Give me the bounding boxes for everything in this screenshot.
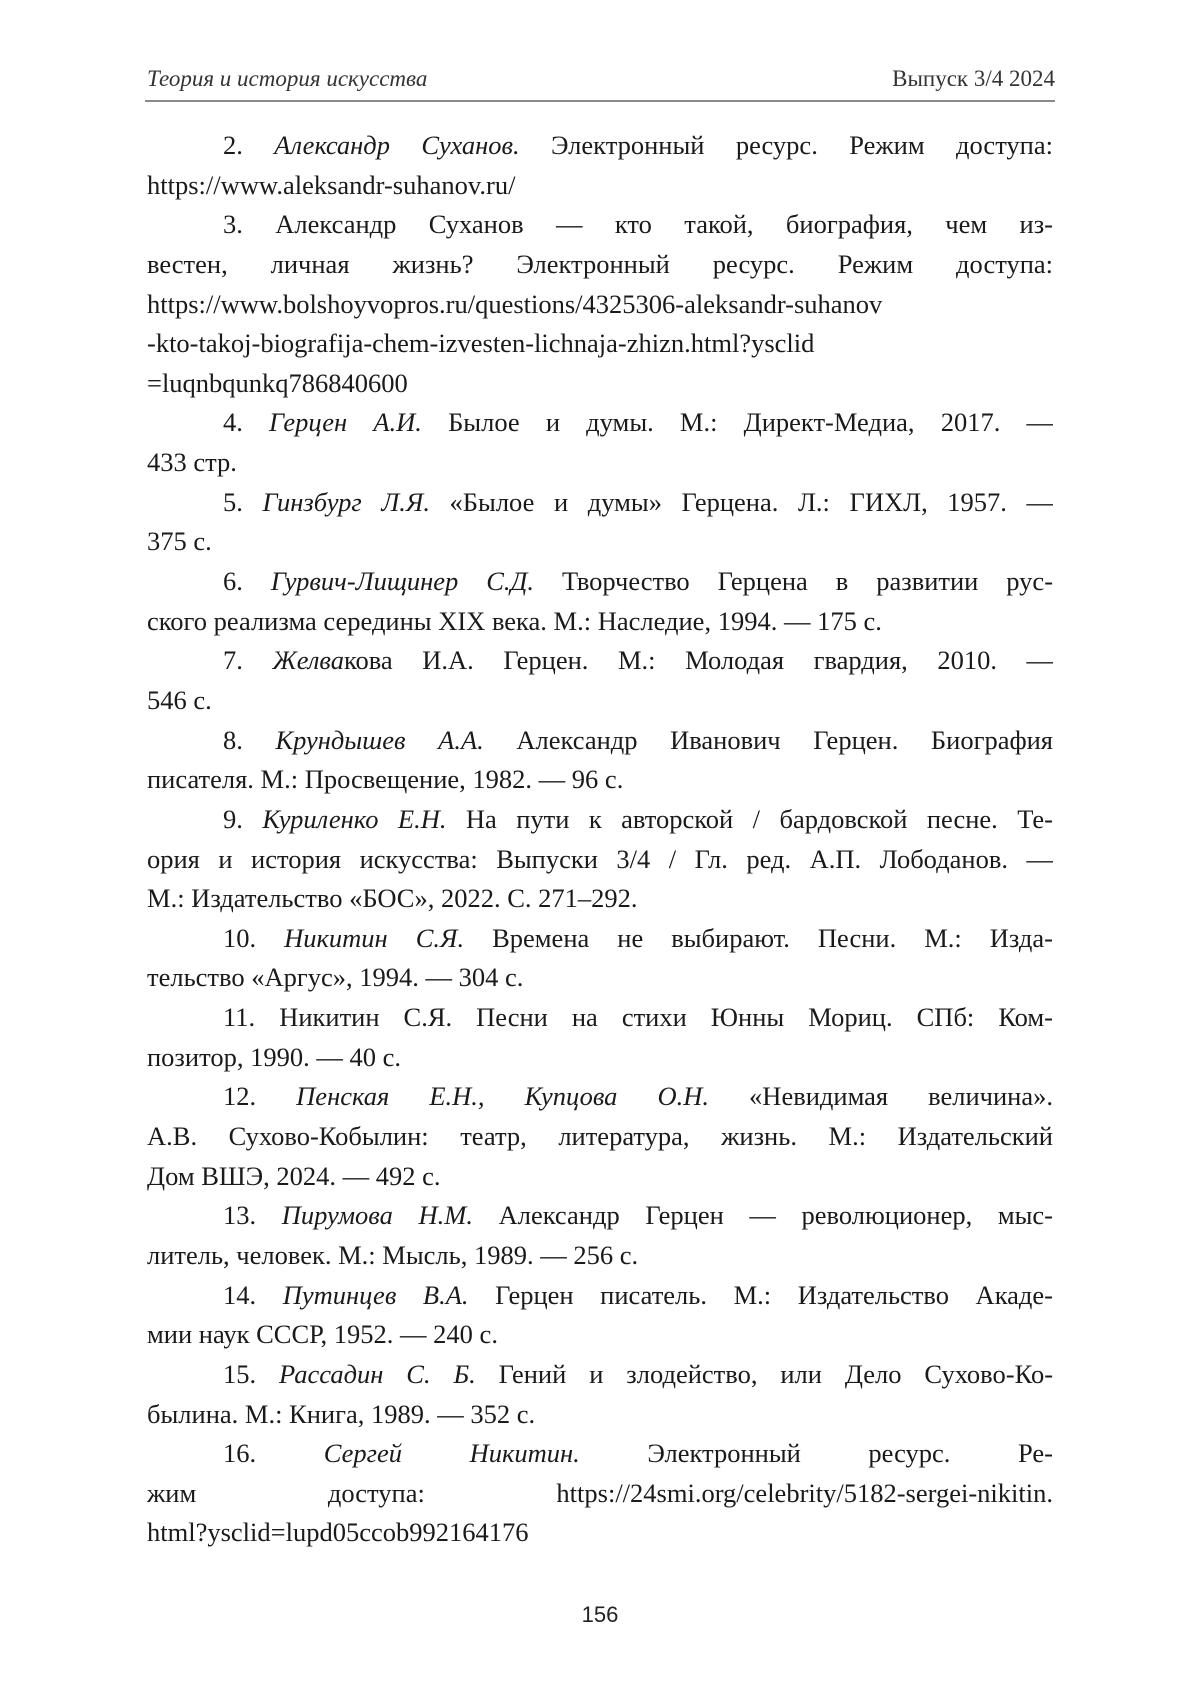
reference-continuation-line: А.В. Сухово-Кобылин: театр, литература, жизнь. М.: Издательский <box>147 1121 1053 1152</box>
reference-continuation-line: Дом ВШЭ, 2024. — 492 с. <box>147 1160 441 1191</box>
reference-continuation-line: вестен, личная жизнь? Электронный ресурс. Режим доступа: <box>147 248 1053 279</box>
reference-item <box>147 1196 1053 1275</box>
reference-author: Пирумова Н.М. <box>281 1200 473 1231</box>
journal-title: Теория и история искусства <box>147 66 428 91</box>
reference-item <box>147 919 1053 998</box>
reference-first-line <box>147 721 1053 761</box>
reference-author: Герцен А.И. <box>269 407 422 438</box>
reference-first-line <box>147 126 1053 166</box>
reference-first-line <box>147 1077 1053 1117</box>
reference-author: Александр Суханов. <box>274 130 520 160</box>
reference-author: Путинцев В.А. <box>282 1279 469 1310</box>
reference-text: Электронный ресурс. Ре- <box>579 1438 1053 1469</box>
reference-text: Александр Герцен — революционер, мыс- <box>472 1200 1053 1231</box>
reference-text: Никитин С.Я. Песни на стихи Юнны Мориц. СПб: Ком- <box>279 1002 1053 1033</box>
reference-number: 11. <box>223 1002 256 1033</box>
reference-item <box>147 403 1053 482</box>
reference-item <box>147 800 1053 919</box>
reference-author: Крундышев А.А. <box>275 724 484 755</box>
reference-continuation-line: https://www.bolshoyvopros.ru/questions/4325306-aleksandr-suhanov <box>147 288 883 319</box>
reference-list <box>147 126 1053 1553</box>
reference-text: кова И.А. Герцен. М.: Молодая гвардия, 2010. — <box>343 645 1053 676</box>
reference-continuation-line: ского реализма середины XIX века. М.: Наследие, 1994. — 175 с. <box>147 605 882 636</box>
running-header <box>145 62 1055 100</box>
reference-number: 4. <box>223 407 243 438</box>
reference-author: Желва <box>272 645 344 676</box>
reference-number: 8. <box>223 724 243 755</box>
reference-first-line <box>147 998 1053 1038</box>
reference-item <box>147 562 1053 641</box>
reference-first-line <box>147 562 1053 602</box>
reference-first-line <box>147 483 1053 523</box>
reference-number: 12. <box>223 1081 257 1112</box>
reference-first-line <box>147 403 1053 443</box>
issue-label: Выпуск 3/4 2024 <box>892 66 1055 91</box>
page-number: 156 <box>581 1602 619 1627</box>
reference-author: Пенская Е.Н., Купцова О.Н. <box>296 1081 710 1112</box>
reference-first-line <box>147 1355 1053 1395</box>
reference-text: Александр Иванович Герцен. Биография <box>483 724 1053 755</box>
reference-number: 15. <box>223 1358 257 1389</box>
reference-item <box>147 205 1053 403</box>
reference-item <box>147 483 1053 562</box>
reference-first-line <box>147 1276 1053 1316</box>
reference-text: Электронный ресурс. Режим доступа: <box>519 130 1053 160</box>
reference-continuation-line: тельство «Аргус», 1994. — 304 с. <box>147 962 524 993</box>
reference-item <box>147 126 1053 205</box>
reference-author: Никитин С.Я. <box>284 922 465 953</box>
reference-item <box>147 721 1053 800</box>
reference-continuation-line: html?ysclid=lupd05ccob992164176 <box>147 1517 529 1548</box>
reference-number: 3. <box>223 209 243 240</box>
reference-continuation-line: 546 с. <box>147 684 212 715</box>
reference-first-line <box>147 1196 1053 1236</box>
reference-continuation-line: -kto-takoj-biografija-chem-izvesten-lichnaja-zhizn.html?ysclid <box>147 328 815 359</box>
reference-continuation-line: М.: Издательство «БОС», 2022. С. 271–292. <box>147 883 638 914</box>
reference-text: «Невидимая величина». <box>709 1081 1053 1112</box>
reference-author: Гурвич-Лищинер С.Д. <box>270 566 534 597</box>
reference-number: 13. <box>223 1200 257 1231</box>
reference-item <box>147 1434 1053 1553</box>
reference-text: Гений и злодейство, или Дело Сухово-Ко- <box>475 1358 1053 1389</box>
reference-number: 14. <box>223 1279 257 1310</box>
reference-number: 9. <box>223 803 243 834</box>
reference-number: 5. <box>223 486 243 517</box>
reference-item <box>147 998 1053 1077</box>
reference-continuation-line: мии наук СССР, 1952. — 240 с. <box>147 1319 498 1350</box>
header-rule <box>145 100 1055 102</box>
reference-continuation-line: былина. М.: Книга, 1989. — 352 с. <box>147 1398 536 1429</box>
reference-item <box>147 1355 1053 1434</box>
reference-continuation-line: писателя. М.: Просвещение, 1982. — 96 с. <box>147 764 624 795</box>
reference-continuation-line: =luqnbqunkq786840600 <box>147 367 408 398</box>
reference-number: 6. <box>223 566 243 597</box>
reference-number: 16. <box>223 1438 257 1469</box>
reference-text: Былое и думы. М.: Директ-Медиа, 2017. — <box>421 407 1053 438</box>
reference-number: 10. <box>223 922 257 953</box>
reference-text: «Былое и думы» Герцена. Л.: ГИХЛ, 1957. — <box>429 486 1053 517</box>
reference-text: Творчество Герцена в развитии рус- <box>534 566 1053 597</box>
reference-text: На пути к авторской / бардовской песне. Те- <box>446 803 1053 834</box>
reference-text: Времена не выбирают. Песни. М.: Изда- <box>464 922 1053 953</box>
reference-first-line <box>147 919 1053 959</box>
reference-item <box>147 641 1053 720</box>
reference-author: Гинзбург Л.Я. <box>262 486 430 517</box>
reference-first-line <box>147 641 1053 681</box>
reference-text: Герцен писатель. М.: Издательство Акаде- <box>468 1279 1053 1310</box>
reference-author: Куриленко Е.Н. <box>262 803 447 834</box>
reference-continuation-line: https://www.aleksandr-suhanov.ru/ <box>147 169 516 200</box>
reference-author: Сергей Никитин. <box>323 1438 580 1469</box>
reference-number: 7. <box>223 645 243 676</box>
reference-continuation-line: литель, человек. М.: Мысль, 1989. — 256 с. <box>147 1239 639 1270</box>
reference-first-line <box>147 205 1053 245</box>
reference-item <box>147 1276 1053 1355</box>
reference-first-line <box>147 1434 1053 1474</box>
reference-continuation-line: жим доступа: https://24smi.org/celebrity/5182-sergei-nikitin. <box>147 1477 1053 1508</box>
reference-continuation-line: ория и история искусства: Выпуски 3/4 / Гл. ред. А.П. Лободанов. — <box>147 843 1053 874</box>
reference-continuation-line: 433 стр. <box>147 447 237 478</box>
reference-author: Рассадин С. Б. <box>279 1358 476 1389</box>
reference-text: Александр Суханов — кто такой, биография, чем из- <box>275 209 1053 240</box>
reference-number: 2. <box>223 130 243 160</box>
reference-first-line <box>147 800 1053 840</box>
reference-item <box>147 1077 1053 1196</box>
reference-continuation-line: 375 с. <box>147 526 212 557</box>
reference-continuation-line: позитор, 1990. — 40 с. <box>147 1041 401 1072</box>
